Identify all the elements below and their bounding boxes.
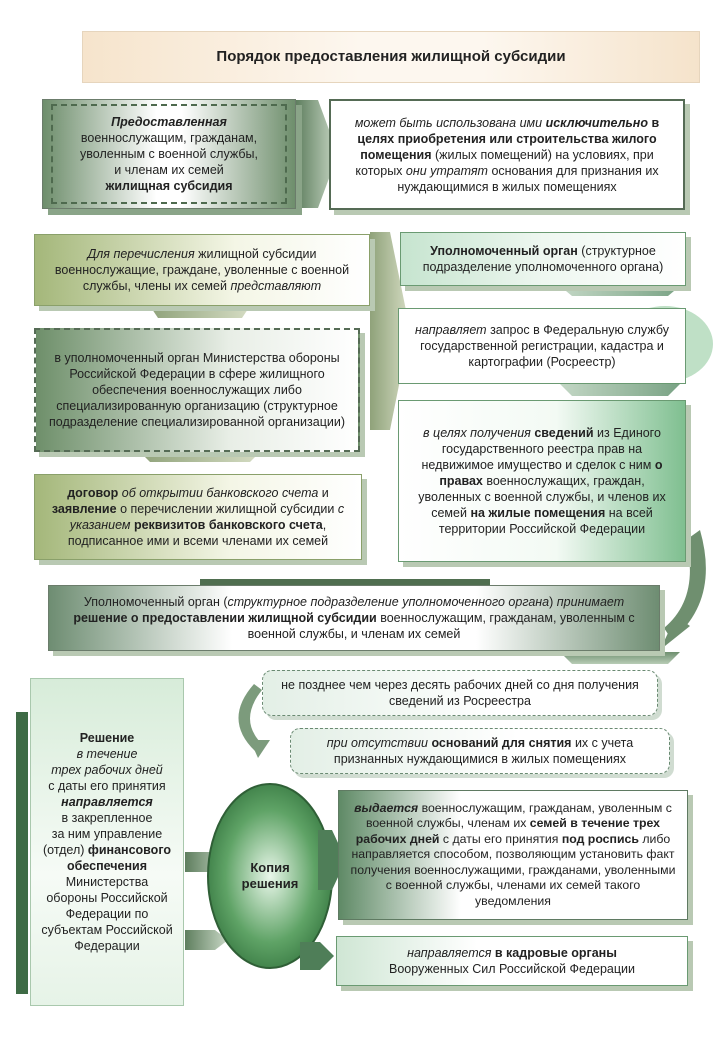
- bank-contract-box: договор об открытии банковского счета и заявление о перечислении жилищной субсидии с указанием реквизитов банковского счета, подписанное ими и всеми членами их семей: [34, 474, 362, 560]
- authorized-body-mod-box: в уполномоченный орган Министерства обороны Российской Федерации в сфере жилищного обеспечения военнослужащих либо специализированную организацию (структурное подразделение специализированной организации): [34, 328, 360, 452]
- copy-decision-label: Копия решения: [241, 860, 299, 891]
- registry-info-box: в целях получения сведений из Единого государственного реестра прав на недвижимое имущество и сделок с ним о правах военнослужащих, граждан, уволенных с военной службы, и членов их семей на жилые помещения на всей территории Российской Федерации: [398, 400, 686, 562]
- no-grounds-box: при отсутствии оснований для снятия их с учета признанных нуждающимися в жилых помещениях: [290, 728, 670, 774]
- hr-bodies-box: направляется в кадровые органы Вооруженных Сил Российской Федерации: [336, 936, 688, 986]
- granted-subsidy-box: Предоставленная военнослужащим, гражданам, уволенным с военной службы, и членам их семей жилищная субсидия: [42, 99, 296, 209]
- arrow-b9-down: [560, 652, 680, 664]
- arrow-b4-down: [560, 286, 680, 296]
- arrow-b6-down: [560, 384, 680, 396]
- rosreestr-request-box: направляет запрос в Федеральную службу государственной регистрации, кадастра и картографии (Росреестр): [398, 308, 686, 384]
- decision-box: Уполномоченный орган (структурное подразделение уполномоченного органа) принимает решение о предоставлении жилищной субсидии военнослужащим, гражданам, уволенным с военной службы, и членам их семей: [48, 585, 660, 651]
- documents-submission-box: Для перечисления жилищной субсидии военнослужащие, граждане, уволенные с военной службы, члены их семей представляют: [34, 234, 370, 306]
- granted-label: Предоставленная: [111, 115, 227, 129]
- page-title: Порядок предоставления жилищной субсидии: [82, 31, 700, 83]
- arrow-b3-down: [150, 306, 250, 318]
- issued-box: выдается военнослужащим, гражданам, уволенным с военной службы, членам их семей в течение трех рабочих дней с даты его принятия под роспись либо направляется способом, позволяющим установить факт получения военнослужащими, гражданами, уволенными с военной службы, членами их семей такого уведомления: [338, 790, 688, 920]
- decision-sent-box: Решение в течение трех рабочих дней с даты его принятия направляется в закрепленное за ним управление (отдел) финансового обеспечения Министерства обороны Российской Федерации по субъектам Российской Федерации: [30, 678, 184, 1006]
- arrow-oval-b14: [300, 942, 334, 970]
- usage-conditions-box: может быть использована ими исключительно в целях приобретения или строительства жилого помещения (жилых помещений) на условиях, при которых они утратят основания для признания их нуждающимися в жилых помещениях: [329, 99, 685, 210]
- arrow-b5-down: [140, 452, 260, 462]
- deadline-box: не позднее чем через десять рабочих дней со дня получения сведений из Росреестра: [262, 670, 658, 716]
- authorized-body-box: Уполномоченный орган (структурное подразделение уполномоченного органа): [400, 232, 686, 286]
- b12-sidebar: [16, 712, 28, 994]
